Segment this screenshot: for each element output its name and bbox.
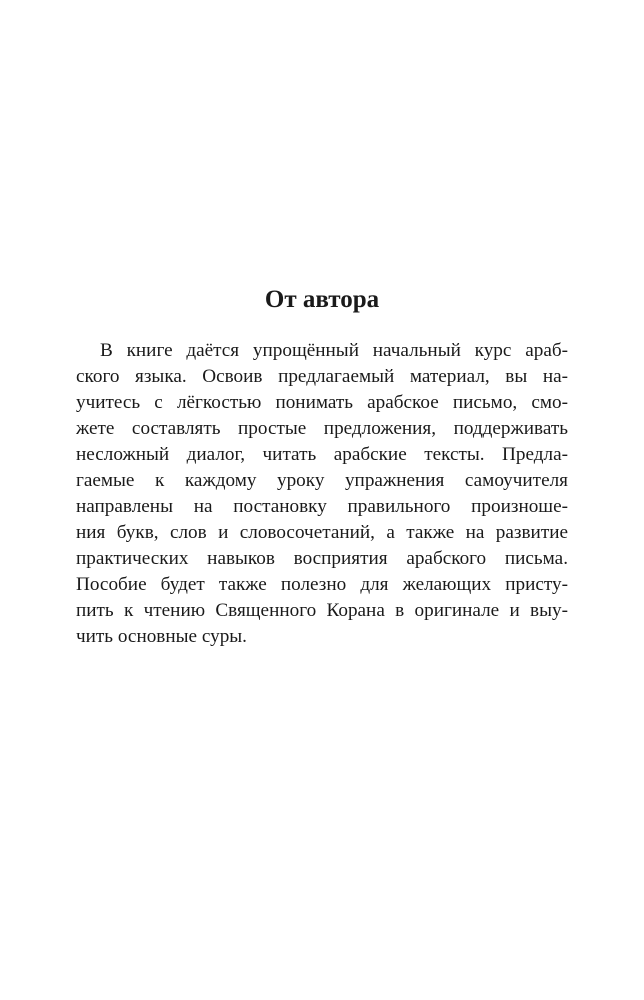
paragraph-line: ского языка. Освоив предлагаемый материал, вы на-	[76, 366, 568, 387]
paragraph-line: Пособие будет также полезно для желающих присту-	[76, 574, 568, 595]
section-title: От автора	[264, 286, 380, 313]
paragraph-line: В книге даётся упрощённый начальный курс араб-	[100, 340, 568, 361]
paragraph-line: учитесь с лёгкостью понимать арабское письмо, смо-	[76, 392, 568, 413]
paragraph-line: жете составлять простые предложения, поддерживать	[76, 418, 568, 439]
paragraph-line: гаемые к каждому уроку упражнения самоучителя	[76, 470, 568, 491]
paragraph-line: ния букв, слов и словосочетаний, а также на развитие	[76, 522, 568, 543]
paragraph-line: несложный диалог, читать арабские тексты. Предла-	[76, 444, 568, 465]
paragraph-line: направлены на постановку правильного произноше-	[76, 496, 568, 517]
paragraph-line: практических навыков восприятия арабского письма.	[76, 548, 568, 569]
paragraph-line: пить к чтению Священного Корана в оригинале и выу-	[76, 600, 568, 621]
paragraph-line: чить основные суры.	[76, 626, 247, 647]
preface-paragraph	[76, 338, 568, 650]
